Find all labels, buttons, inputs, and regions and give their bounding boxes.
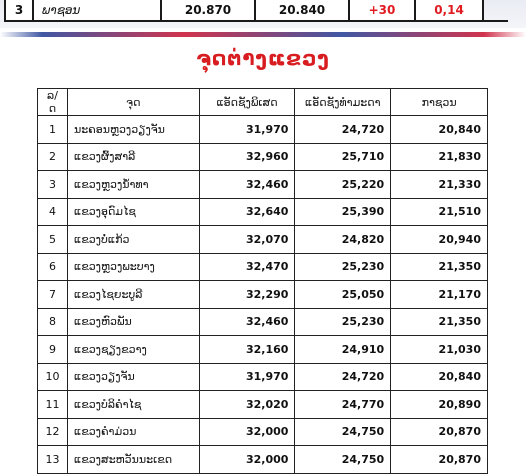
row-number: 12 xyxy=(38,418,68,446)
special-gasoline-price: 32,960 xyxy=(199,143,295,171)
table-row xyxy=(38,171,488,199)
row-number: 3 xyxy=(38,171,68,199)
diesel-price: 21,330 xyxy=(391,171,488,199)
regular-gasoline-price: 25,050 xyxy=(295,281,391,309)
diesel-price: 21,350 xyxy=(391,308,488,336)
table-row xyxy=(38,308,488,336)
header-location: ຈຸດ xyxy=(67,89,199,116)
regular-gasoline-price: 25,230 xyxy=(295,253,391,281)
table-row xyxy=(38,253,488,281)
previous-row-change: +30 xyxy=(350,0,416,20)
province-name: ແຂວງບໍ່ແກ້ວ xyxy=(67,226,199,254)
special-gasoline-price: 32,470 xyxy=(199,253,295,281)
row-number: 2 xyxy=(38,143,68,171)
regular-gasoline-price: 24,770 xyxy=(295,391,391,419)
table-row xyxy=(38,391,488,419)
previous-row-value-2: 20.840 xyxy=(256,0,350,20)
previous-row-value-1: 20.870 xyxy=(162,0,256,20)
diesel-price: 20,840 xyxy=(391,363,488,391)
table-row xyxy=(38,226,488,254)
diesel-price: 21,350 xyxy=(391,253,488,281)
special-gasoline-price: 31,970 xyxy=(199,363,295,391)
regular-gasoline-price: 25,390 xyxy=(295,198,391,226)
table-row xyxy=(38,116,488,144)
previous-row-percent: 0,14 xyxy=(416,0,484,20)
special-gasoline-price: 32,160 xyxy=(199,336,295,364)
regular-gasoline-price: 24,750 xyxy=(295,446,391,474)
row-number: 8 xyxy=(38,308,68,336)
special-gasoline-price: 32,020 xyxy=(199,391,295,419)
diesel-price: 21,170 xyxy=(391,281,488,309)
diesel-price: 20,870 xyxy=(391,418,488,446)
special-gasoline-price: 32,000 xyxy=(199,418,295,446)
regular-gasoline-price: 24,720 xyxy=(295,363,391,391)
diesel-price: 20,890 xyxy=(391,391,488,419)
province-name: ແຂວງຫຼວງພະບາງ xyxy=(67,253,199,281)
province-name: ແຂວງຫົວພັນ xyxy=(67,308,199,336)
regular-gasoline-price: 24,910 xyxy=(295,336,391,364)
special-gasoline-price: 32,290 xyxy=(199,281,295,309)
diesel-price: 20,840 xyxy=(391,116,488,144)
header-row xyxy=(38,89,488,116)
province-name: ແຂວງບໍລິຄຳໄຊ xyxy=(67,391,199,419)
previous-row-name: ພາຊອນ xyxy=(34,0,162,20)
regular-gasoline-price: 25,230 xyxy=(295,308,391,336)
table-row xyxy=(38,363,488,391)
table-row xyxy=(38,446,488,474)
row-number: 1 xyxy=(38,116,68,144)
table-row xyxy=(38,418,488,446)
row-number: 13 xyxy=(38,446,68,474)
special-gasoline-price: 32,640 xyxy=(199,198,295,226)
diesel-price: 21,830 xyxy=(391,143,488,171)
table-body xyxy=(38,116,488,474)
regular-gasoline-price: 25,220 xyxy=(295,171,391,199)
regular-gasoline-price: 24,720 xyxy=(295,116,391,144)
regular-gasoline-price: 25,710 xyxy=(295,143,391,171)
row-number: 7 xyxy=(38,281,68,309)
special-gasoline-price: 32,460 xyxy=(199,308,295,336)
row-number: 4 xyxy=(38,198,68,226)
province-name: ແຂວງຫຼວງນ້ຳທາ xyxy=(67,171,199,199)
row-number: 10 xyxy=(38,363,68,391)
province-name: ນະຄອນຫຼວງວຽງຈັນ xyxy=(67,116,199,144)
table-header xyxy=(38,89,488,116)
header-diesel: ກາຊວນ xyxy=(391,89,488,116)
header-number: ລ/ດ xyxy=(38,89,68,116)
previous-table-strip xyxy=(0,0,526,28)
province-name: ແຂວງອຸດົມໄຊ xyxy=(67,198,199,226)
province-name: ແຂວງໄຊຍະບູລີ xyxy=(67,281,199,309)
table-row xyxy=(38,143,488,171)
table-row xyxy=(38,281,488,309)
fuel-price-table xyxy=(37,88,488,474)
diesel-price: 21,510 xyxy=(391,198,488,226)
row-number: 11 xyxy=(38,391,68,419)
row-number: 9 xyxy=(38,336,68,364)
province-name: ແຂວງວຽງຈັນ xyxy=(67,363,199,391)
diesel-price: 20,940 xyxy=(391,226,488,254)
row-number: 6 xyxy=(38,253,68,281)
row-number: 5 xyxy=(38,226,68,254)
province-name: ແຂວງຄຳມ່ວນ xyxy=(67,418,199,446)
table-row xyxy=(38,336,488,364)
header-regular-gasoline: ແອັດຊັງທຳມະດາ xyxy=(295,89,391,116)
previous-row-number: 3 xyxy=(4,0,34,20)
header-special-gasoline: ແອັດຊັງພິເສດ xyxy=(199,89,295,116)
previous-table-row xyxy=(4,0,508,22)
special-gasoline-price: 31,970 xyxy=(199,116,295,144)
province-name: ແຂວງສະຫວັນນະເຂດ xyxy=(67,446,199,474)
section-divider xyxy=(0,32,526,37)
special-gasoline-price: 32,460 xyxy=(199,171,295,199)
province-name: ແຂວງຊຽງຂວາງ xyxy=(67,336,199,364)
regular-gasoline-price: 24,750 xyxy=(295,418,391,446)
special-gasoline-price: 32,070 xyxy=(199,226,295,254)
page-title: ຈຸດຕ່າງແຂວງ xyxy=(196,46,330,70)
diesel-price: 21,030 xyxy=(391,336,488,364)
regular-gasoline-price: 24,820 xyxy=(295,226,391,254)
province-name: ແຂວງຜົ້ງສາລີ xyxy=(67,143,199,171)
table-row xyxy=(38,198,488,226)
diesel-price: 20,870 xyxy=(391,446,488,474)
special-gasoline-price: 32,000 xyxy=(199,446,295,474)
